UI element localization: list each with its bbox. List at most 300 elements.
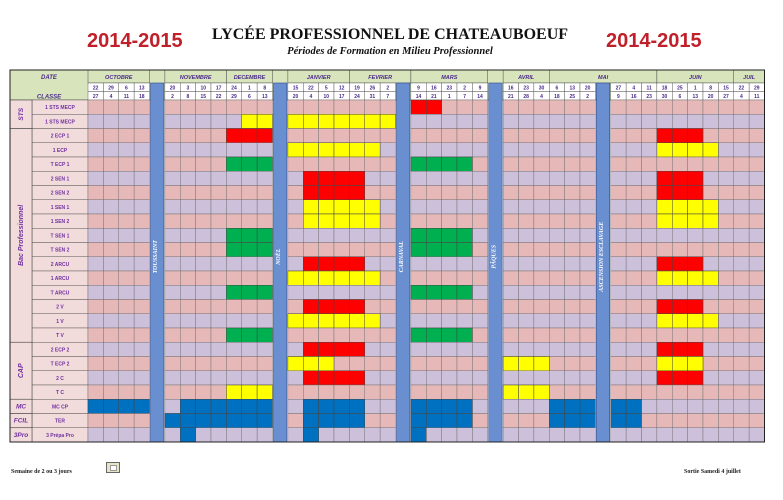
month-label: DECEMBRE: [233, 75, 266, 81]
grid-cell: [103, 186, 118, 200]
grid-cell: [703, 171, 718, 185]
grid-cell: [688, 328, 703, 342]
grid-cell: [365, 243, 380, 257]
grid-cell: [457, 114, 472, 128]
period-cell: [119, 399, 134, 413]
grid-cell: [426, 314, 441, 328]
period-cell: [442, 243, 457, 257]
grid-cell: [734, 271, 749, 285]
period-cell: [226, 243, 241, 257]
grid-cell: [442, 114, 457, 128]
grid-cell: [642, 214, 657, 228]
grid-cell: [519, 243, 534, 257]
grid-cell: [457, 200, 472, 214]
grid-cell: [165, 300, 180, 314]
grid-cell: [565, 257, 580, 271]
grid-cell: [180, 314, 195, 328]
grid-cell: [580, 285, 595, 299]
grid-cell: [642, 100, 657, 114]
grid-cell: [334, 357, 349, 371]
grid-cell: [288, 171, 303, 185]
period-cell: [334, 399, 349, 413]
grid-cell: [457, 271, 472, 285]
grid-cell: [657, 385, 672, 399]
week-end-label: 7: [463, 93, 467, 100]
grid-cell: [442, 100, 457, 114]
grid-cell: [426, 129, 441, 143]
grid-cell: [626, 157, 641, 171]
period-cell: [688, 171, 703, 185]
grid-cell: [534, 428, 549, 442]
period-cell: [688, 214, 703, 228]
week-end-label: 13: [262, 93, 268, 100]
week-end-label: 1: [447, 93, 451, 100]
holiday-label: ASCENSION ESCLAVAGE: [599, 221, 606, 292]
grid-cell: [242, 342, 257, 356]
period-cell: [242, 129, 257, 143]
grid-cell: [519, 285, 534, 299]
grid-cell: [549, 100, 564, 114]
period-cell: [657, 143, 672, 157]
grid-cell: [749, 171, 764, 185]
period-cell: [672, 257, 687, 271]
row-label: 2 V: [56, 304, 64, 311]
grid-cell: [88, 243, 103, 257]
period-cell: [688, 257, 703, 271]
grid-cell: [626, 114, 641, 128]
week-start-label: 24: [231, 85, 237, 92]
grid-cell: [734, 414, 749, 428]
period-cell: [672, 200, 687, 214]
period-cell: [242, 243, 257, 257]
grid-cell: [734, 129, 749, 143]
grid-cell: [472, 385, 487, 399]
grid-cell: [472, 342, 487, 356]
grid-cell: [380, 157, 395, 171]
grid-cell: [565, 285, 580, 299]
period-cell: [242, 114, 257, 128]
grid-cell: [103, 200, 118, 214]
period-cell: [211, 399, 226, 413]
period-cell: [503, 385, 518, 399]
grid-cell: [503, 428, 518, 442]
period-cell: [242, 285, 257, 299]
grid-cell: [288, 186, 303, 200]
grid-cell: [134, 314, 149, 328]
grid-cell: [165, 171, 180, 185]
grid-cell: [626, 371, 641, 385]
grid-cell: [119, 300, 134, 314]
grid-cell: [211, 200, 226, 214]
grid-cell: [642, 143, 657, 157]
grid-cell: [611, 157, 626, 171]
grid-cell: [734, 114, 749, 128]
grid-cell: [196, 428, 211, 442]
grid-cell: [503, 371, 518, 385]
period-cell: [411, 157, 426, 171]
grid-cell: [288, 285, 303, 299]
grid-cell: [565, 228, 580, 242]
period-cell: [334, 200, 349, 214]
grid-cell: [134, 143, 149, 157]
grid-cell: [196, 214, 211, 228]
period-cell: [303, 171, 318, 185]
grid-cell: [211, 300, 226, 314]
grid-cell: [196, 342, 211, 356]
grid-cell: [519, 157, 534, 171]
grid-cell: [88, 214, 103, 228]
grid-cell: [703, 257, 718, 271]
grid-cell: [288, 328, 303, 342]
grid-cell: [642, 186, 657, 200]
grid-cell: [503, 414, 518, 428]
grid-cell: [534, 243, 549, 257]
period-cell: [319, 357, 334, 371]
grid-cell: [119, 257, 134, 271]
grid-cell: [611, 257, 626, 271]
grid-cell: [103, 171, 118, 185]
grid-cell: [749, 243, 764, 257]
grid-cell: [503, 399, 518, 413]
grid-cell: [519, 414, 534, 428]
grid-cell: [88, 328, 103, 342]
grid-cell: [703, 328, 718, 342]
grid-cell: [411, 214, 426, 228]
week-start-label: 25: [677, 85, 683, 92]
grid-cell: [180, 371, 195, 385]
grid-cell: [196, 328, 211, 342]
grid-cell: [165, 257, 180, 271]
grid-cell: [103, 342, 118, 356]
grid-cell: [457, 314, 472, 328]
grid-cell: [703, 186, 718, 200]
grid-cell: [196, 271, 211, 285]
grid-cell: [549, 428, 564, 442]
grid-cell: [672, 100, 687, 114]
grid-cell: [734, 100, 749, 114]
week-end-label: 6: [678, 93, 682, 100]
grid-cell: [549, 171, 564, 185]
week-end-label: 18: [139, 93, 145, 100]
period-cell: [365, 271, 380, 285]
week-end-label: 4: [740, 93, 743, 100]
period-cell: [457, 414, 472, 428]
grid-cell: [657, 428, 672, 442]
row-label: T SEN 2: [50, 247, 70, 254]
grid-cell: [288, 214, 303, 228]
grid-cell: [642, 357, 657, 371]
week-end-label: 25: [569, 93, 576, 100]
grid-cell: [749, 285, 764, 299]
grid-cell: [472, 371, 487, 385]
grid-cell: [288, 414, 303, 428]
grid-cell: [196, 228, 211, 242]
week-end-label: 21: [508, 93, 514, 100]
grid-cell: [134, 129, 149, 143]
period-cell: [303, 300, 318, 314]
grid-cell: [611, 300, 626, 314]
grid-cell: [749, 200, 764, 214]
grid-cell: [303, 385, 318, 399]
grid-cell: [472, 428, 487, 442]
month-label: MARS: [441, 75, 458, 81]
grid-cell: [88, 271, 103, 285]
period-cell: [334, 300, 349, 314]
grid-cell: [411, 129, 426, 143]
period-cell: [657, 271, 672, 285]
grid-cell: [88, 200, 103, 214]
grid-cell: [565, 114, 580, 128]
grid-cell: [642, 228, 657, 242]
legend-note-right: Sortie Samedi 4 juillet: [684, 469, 741, 475]
grid-cell: [580, 257, 595, 271]
grid-cell: [549, 314, 564, 328]
grid-cell: [703, 300, 718, 314]
grid-cell: [472, 228, 487, 242]
grid-cell: [442, 186, 457, 200]
grid-cell: [472, 257, 487, 271]
grid-cell: [242, 186, 257, 200]
grid-cell: [242, 214, 257, 228]
week-start-label: 16: [508, 85, 514, 92]
grid-cell: [611, 428, 626, 442]
grid-cell: [457, 385, 472, 399]
period-cell: [365, 314, 380, 328]
grid-cell: [749, 100, 764, 114]
grid-cell: [549, 214, 564, 228]
grid-cell: [611, 200, 626, 214]
period-cell: [411, 328, 426, 342]
week-start-label: 13: [569, 85, 576, 92]
grid-cell: [534, 414, 549, 428]
grid-cell: [626, 143, 641, 157]
period-cell: [334, 371, 349, 385]
grid-cell: [626, 214, 641, 228]
grid-cell: [426, 200, 441, 214]
period-cell: [319, 114, 334, 128]
period-cell: [549, 399, 564, 413]
grid-cell: [534, 342, 549, 356]
week-start-label: 6: [125, 85, 128, 92]
period-cell: [134, 399, 149, 413]
grid-cell: [134, 328, 149, 342]
week-start-label: 20: [169, 85, 176, 92]
grid-cell: [257, 100, 272, 114]
grid-cell: [734, 385, 749, 399]
period-cell: [303, 357, 318, 371]
grid-cell: [88, 314, 103, 328]
grid-cell: [611, 371, 626, 385]
grid-cell: [165, 385, 180, 399]
grid-cell: [411, 385, 426, 399]
grid-cell: [642, 414, 657, 428]
grid-cell: [688, 228, 703, 242]
grid-cell: [580, 243, 595, 257]
grid-cell: [749, 114, 764, 128]
grid-cell: [442, 143, 457, 157]
grid-cell: [411, 342, 426, 356]
grid-cell: [611, 171, 626, 185]
grid-cell: [349, 328, 364, 342]
grid-cell: [519, 300, 534, 314]
week-end-label: 11: [754, 93, 760, 100]
grid-cell: [749, 157, 764, 171]
grid-cell: [565, 314, 580, 328]
grid-cell: [119, 428, 134, 442]
period-cell: [242, 414, 257, 428]
grid-cell: [88, 385, 103, 399]
grid-cell: [119, 200, 134, 214]
grid-cell: [457, 342, 472, 356]
grid-cell: [457, 428, 472, 442]
grid-cell: [503, 143, 518, 157]
grid-cell: [442, 428, 457, 442]
grid-cell: [626, 257, 641, 271]
grid-cell: [88, 143, 103, 157]
grid-cell: [642, 342, 657, 356]
period-cell: [226, 285, 241, 299]
grid-cell: [165, 371, 180, 385]
grid-cell: [734, 328, 749, 342]
grid-cell: [472, 214, 487, 228]
grid-cell: [196, 186, 211, 200]
holiday-label: NOËL: [276, 248, 283, 265]
week-start-label: 30: [538, 85, 545, 92]
grid-cell: [165, 342, 180, 356]
grid-cell: [503, 200, 518, 214]
period-cell: [411, 228, 426, 242]
week-end-label: 2: [171, 93, 174, 100]
grid-cell: [211, 285, 226, 299]
grid-cell: [119, 328, 134, 342]
grid-cell: [119, 171, 134, 185]
grid-cell: [303, 100, 318, 114]
grid-cell: [749, 257, 764, 271]
grid-cell: [749, 414, 764, 428]
period-cell: [426, 157, 441, 171]
period-cell: [534, 357, 549, 371]
grid-cell: [180, 271, 195, 285]
grid-cell: [211, 129, 226, 143]
period-cell: [365, 200, 380, 214]
grid-cell: [134, 228, 149, 242]
grid-cell: [472, 314, 487, 328]
grid-cell: [534, 371, 549, 385]
grid-cell: [257, 186, 272, 200]
grid-cell: [134, 285, 149, 299]
grid-cell: [565, 428, 580, 442]
grid-cell: [611, 114, 626, 128]
grid-cell: [257, 342, 272, 356]
week-start-label: 1: [693, 85, 697, 92]
grid-cell: [180, 143, 195, 157]
holiday-label: PÂQUES: [491, 244, 498, 269]
grid-cell: [642, 157, 657, 171]
grid-cell: [657, 228, 672, 242]
grid-cell: [180, 385, 195, 399]
period-cell: [303, 428, 318, 442]
week-start-label: 4: [632, 85, 636, 92]
grid-cell: [672, 114, 687, 128]
grid-cell: [226, 271, 241, 285]
period-cell: [349, 200, 364, 214]
grid-cell: [119, 371, 134, 385]
period-cell: [626, 399, 641, 413]
grid-cell: [380, 285, 395, 299]
grid-cell: [288, 228, 303, 242]
week-end-label: 14: [415, 93, 422, 100]
period-cell: [257, 328, 272, 342]
grid-cell: [180, 100, 195, 114]
grid-cell: [242, 428, 257, 442]
grid-cell: [642, 428, 657, 442]
week-start-label: 8: [263, 85, 267, 92]
grid-cell: [519, 257, 534, 271]
grid-cell: [442, 171, 457, 185]
week-end-label: 16: [631, 93, 637, 100]
period-cell: [319, 257, 334, 271]
period-cell: [426, 285, 441, 299]
grid-cell: [334, 328, 349, 342]
grid-cell: [103, 285, 118, 299]
grid-cell: [88, 171, 103, 185]
grid-cell: [334, 129, 349, 143]
grid-cell: [211, 171, 226, 185]
grid-cell: [303, 328, 318, 342]
week-start-label: 1: [248, 85, 251, 92]
period-cell: [180, 428, 195, 442]
grid-cell: [534, 214, 549, 228]
grid-cell: [119, 214, 134, 228]
grid-cell: [580, 357, 595, 371]
period-cell: [672, 129, 687, 143]
grid-cell: [226, 314, 241, 328]
grid-cell: [549, 157, 564, 171]
grid-cell: [103, 414, 118, 428]
period-cell: [303, 214, 318, 228]
grid-cell: [165, 271, 180, 285]
grid-cell: [257, 200, 272, 214]
grid-cell: [642, 243, 657, 257]
grid-cell: [626, 342, 641, 356]
year-left: 2014-2015: [87, 30, 183, 52]
period-cell: [688, 200, 703, 214]
grid-cell: [242, 143, 257, 157]
grid-cell: [549, 271, 564, 285]
grid-cell: [211, 342, 226, 356]
row-label: 1 STS MECP: [45, 119, 75, 126]
grid-cell: [103, 129, 118, 143]
period-cell: [349, 371, 364, 385]
period-cell: [196, 414, 211, 428]
grid-cell: [688, 428, 703, 442]
grid-cell: [734, 300, 749, 314]
week-end-label: 4: [309, 93, 313, 100]
grid-cell: [657, 328, 672, 342]
week-start-label: 29: [108, 85, 114, 92]
grid-cell: [103, 357, 118, 371]
grid-cell: [103, 371, 118, 385]
period-cell: [442, 414, 457, 428]
grid-cell: [580, 143, 595, 157]
grid-cell: [549, 371, 564, 385]
grid-cell: [103, 300, 118, 314]
grid-cell: [503, 285, 518, 299]
period-cell: [688, 271, 703, 285]
grid-cell: [180, 342, 195, 356]
grid-cell: [657, 285, 672, 299]
grid-cell: [718, 143, 733, 157]
